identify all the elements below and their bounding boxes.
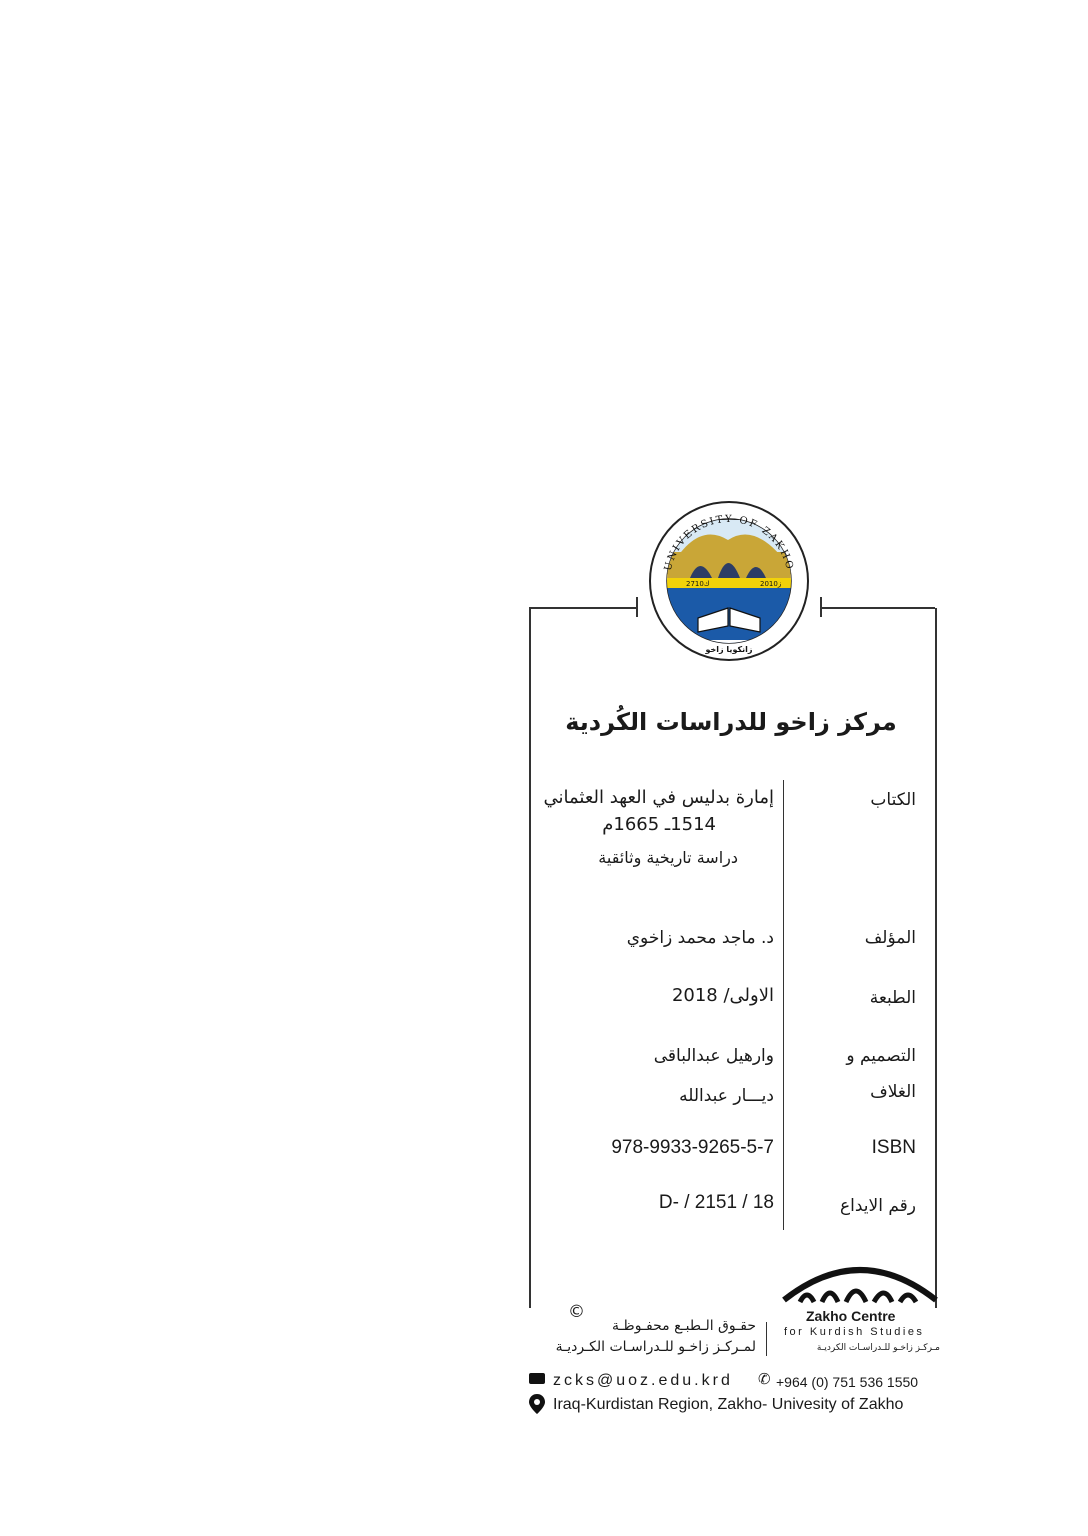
copyright-divider	[766, 1322, 767, 1356]
isbn-value: 978-9933-9265-5-7	[611, 1137, 774, 1158]
deposit-label: رقم الايداع	[840, 1196, 916, 1216]
seal-graphic	[648, 500, 810, 662]
contact-phone[interactable]: +964 (0) 751 536 1550	[776, 1374, 919, 1390]
author-value: د. ماجد محمد زاخوي	[626, 928, 774, 948]
edition-value: الاولى/ 2018	[671, 985, 774, 1006]
seal-ring-text: UNIVERSITY OF ZAKHO	[662, 513, 796, 572]
isbn-label: ISBN	[871, 1137, 916, 1158]
zakho-centre-arches	[780, 1250, 940, 1310]
cover-label: الغلاف	[870, 1082, 916, 1102]
frame-top-left	[529, 607, 637, 609]
location-pin-icon	[529, 1394, 545, 1418]
book-title-line2: 1514ـ 1665م	[602, 814, 716, 835]
deposit-value: D- / 2151 / 18	[658, 1192, 774, 1213]
book-label: الكتاب	[870, 790, 916, 810]
frame-tick-left	[636, 597, 638, 617]
author-label: المؤلف	[864, 928, 916, 948]
seal-bottom-text: زانكويا زاخو	[705, 645, 753, 654]
zakho-centre-name: Zakho Centre	[806, 1308, 896, 1324]
seal-year-right: 2010ز	[760, 580, 782, 588]
seal-year-left: 2710ك	[686, 580, 710, 588]
zakho-centre-arabic: مـركـز زاخـو للـدراسـات الكرديـة	[816, 1343, 940, 1353]
contact-address: Iraq-Kurdistan Region, Zakho- Univesity of Zakho	[553, 1396, 904, 1413]
mail-icon	[529, 1373, 545, 1384]
copyright-symbol: ©	[568, 1302, 585, 1322]
edition-label: الطبعة	[869, 988, 916, 1008]
center-title: مركز زاخو للدراسات الكُردية	[565, 708, 897, 736]
phone-icon: ✆	[758, 1370, 771, 1388]
column-divider	[783, 780, 784, 1230]
copyright-line1: حقـوق الـطبـع محفـوظـة	[611, 1318, 756, 1334]
copyright-line2: لمـركـز زاخـو للـدراسـات الكـرديـة	[555, 1339, 756, 1355]
frame-top-right	[822, 607, 935, 609]
university-seal	[648, 500, 810, 662]
book-title-line1: إمارة بدليس في العهد العثماني	[543, 787, 774, 808]
zakho-centre-subtitle: for Kurdish Studies	[784, 1326, 925, 1338]
cover-designer-value: ديـــار عبدالله	[679, 1086, 774, 1106]
zakho-centre-logo	[780, 1250, 940, 1310]
frame-tick-right	[820, 597, 822, 617]
design-label: التصميم و	[846, 1046, 916, 1066]
book-title-line3: دراسة تاريخية وثائقية	[598, 848, 738, 867]
designer-value: وارهيل عبدالباقى	[653, 1046, 774, 1066]
contact-email[interactable]: zcks@uoz.edu.krd	[553, 1372, 733, 1389]
